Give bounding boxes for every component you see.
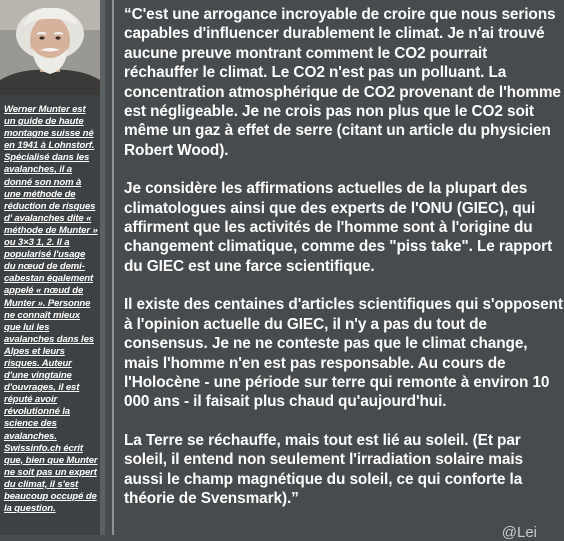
watermark: @Lei	[501, 524, 537, 541]
column-divider-line	[112, 0, 114, 535]
portrait-photo	[0, 0, 100, 95]
sidebar	[0, 0, 100, 535]
quote-block	[124, 5, 564, 527]
quote-paragraph-3: Il existe des centaines d'articles scientifiques qui s'opposent à l'opinion actuelle du GIEC, il n'y a pas du tout de consensus. Je ne ne conteste pas que le climat change, mais l'homme n'en est pas responsable. Au cours de l'Holocène - une période sur terre qui remonte à environ 10 000 ans - il faisait plus chaud qu'aujourd'hui.	[124, 296, 563, 411]
quote-paragraph-2: Je considère les affirmations actuelles de la plupart des climatologues ainsi que des experts de l'ONU (GIEC), qui affirment que les activités de l'homme sont à l'origine du changement climatique, comme des "piss take". Le rapport du GIEC est une farce scientifique.	[124, 180, 553, 275]
column-divider	[100, 0, 105, 535]
quote-paragraph-4: La Terre se réchauffe, mais tout est lié au soleil. (Et par soleil, il entend non seulement l'irradiation solaire mais aussi le champ magnétique du soleil, ce qui conforte la théorie de Svensmark).”	[124, 431, 523, 507]
quote-paragraph-1: “C'est une arrogance incroyable de croire que nous serions capables d'influencer durablement le climat. Je n'ai trouvé aucune preuve montrant comment le CO2 pourrait réchauffer le climat. Le CO2 n'est pas un polluant. La concentration atmosphérique de CO2 provenant de l'homme est négligeable. Je ne crois pas non plus que le CO2 soit même un gaz à effet de serre (citant un article du physicien Robert Wood).	[124, 6, 561, 159]
portrait-illustration	[0, 0, 100, 95]
portrait-caption[interactable]: Werner Munter est un guide de haute montagne suisse né en 1941 à Lohnstorf. Spécialisé dans les avalanches, il a donné son nom à une méthode de réduction de risques d' avalanches dite « méthode de Munter » ou 3×3 1, 2. Il a popularisé l'usage du nœud de demi-cabestan également appelé « nœud de Munter ». Personne ne connaît mieux que lui les avalanches dans les Alpes et leurs risques. Auteur d'une vingtaine d'ouvrages, il est réputé avoir révolutionné la science des avalanches. Swissinfo.ch écrit que, bien que Munter ne soit pas un expert du climat, il s'est beaucoup occupé de la question.	[4, 104, 98, 515]
